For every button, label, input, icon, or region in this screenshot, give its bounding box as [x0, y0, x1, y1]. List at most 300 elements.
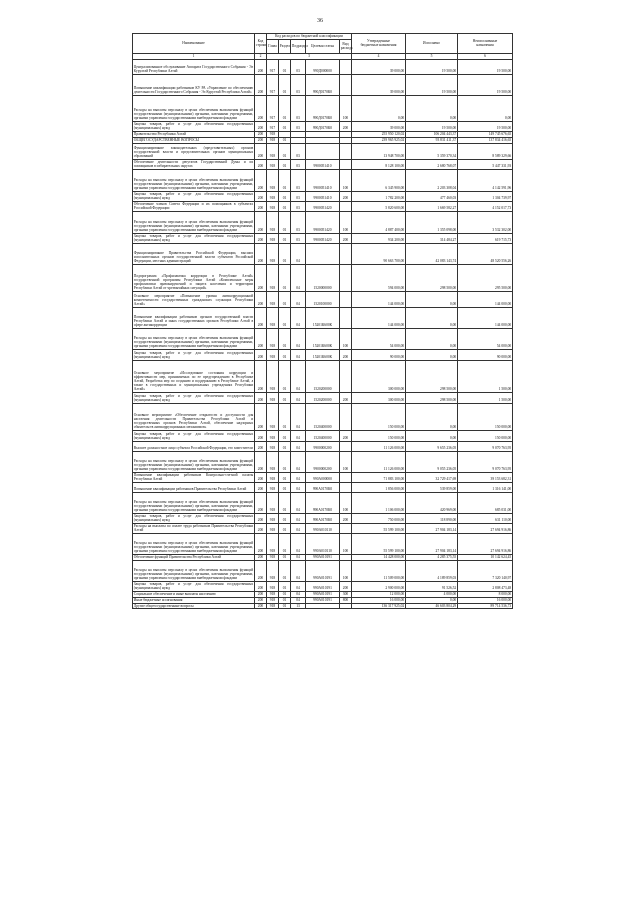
row-unexecuted: 5 447 331,93: [458, 159, 513, 169]
row-code: 200: [255, 451, 267, 472]
row-name: Расходы на выплаты персоналу в целях обеспечения выполнения функций государственными (муниципальными) органами, казенными учреждениями, органами управления государственными внебюджетными фондами: [133, 492, 255, 513]
row-chapter: 918: [267, 591, 279, 597]
row-name: Основное мероприятие «Обеспечение открытости и доступности для населения деятельности Правительства Республики Алтай и государственных органов Республики Алтай, обеспечение надзорных обязательств антикоррупционных механизмов»: [133, 403, 255, 430]
row-approved: 12 000,00: [352, 591, 406, 597]
row-executed: 0,00: [406, 307, 458, 328]
row-executed: 4 000,00: [406, 591, 458, 597]
row-section: 01: [279, 233, 291, 243]
row-unexecuted: 7 320 140,97: [458, 560, 513, 581]
row-expense-type: 200: [340, 392, 352, 403]
row-executed: 9 055 236,05: [406, 451, 458, 472]
row-approved: 150 000,00: [352, 430, 406, 441]
row-executed: 19 500,00: [406, 121, 458, 131]
row-unexecuted: 89 714 536,73: [458, 603, 513, 609]
table-row: [133, 169, 513, 191]
row-section: 01: [279, 430, 291, 441]
row-section: 01: [279, 143, 291, 159]
row-chapter: 918: [267, 191, 279, 201]
table-row: [133, 482, 513, 492]
row-section: 01: [279, 513, 291, 523]
row-subsection: 03: [291, 143, 306, 159]
row-executed: 0,00: [406, 95, 458, 121]
row-unexecuted: 144 000,00: [458, 307, 513, 328]
row-name: Подпрограмма «Профилактика коррупции в Республике Алтай» государственной программы Республики Алтай «Комплексные меры профилактики правонарушений и защита населения и территории Республики Алтай от чрезвычайных ситуаций»: [133, 264, 255, 291]
row-executed: 42 083 143,74: [406, 243, 458, 264]
row-section: 01: [279, 533, 291, 554]
table-row: [133, 533, 513, 554]
colnum-2: 2: [255, 53, 267, 59]
row-chapter: 918: [267, 513, 279, 523]
table-row: [133, 349, 513, 360]
row-target-article: 990Д0170К0: [306, 121, 340, 131]
row-subsection: 03: [291, 159, 306, 169]
row-code: 200: [255, 233, 267, 243]
header-expense-type: Вид расхода: [340, 39, 352, 53]
row-code: 200: [255, 560, 267, 581]
row-executed: 2 203 308,04: [406, 169, 458, 191]
row-name: Высшее должностное лицо субъекта Российской Федерации, его заместители: [133, 441, 255, 451]
row-expense-type: [340, 59, 352, 74]
row-chapter: 918: [267, 264, 279, 291]
row-target-article: 9900051410: [306, 159, 340, 169]
row-name: Социальное обеспечение и иные выплаты населению: [133, 591, 255, 597]
row-unexecuted: 149 745 676,65: [458, 131, 513, 137]
row-section: 01: [279, 441, 291, 451]
row-unexecuted: 1 304 739,97: [458, 191, 513, 201]
row-approved: 1 106 000,00: [352, 492, 406, 513]
row-target-article: 990А010191: [306, 581, 340, 591]
row-executed: 9 655 236,05: [406, 441, 458, 451]
row-chapter: 918: [267, 392, 279, 403]
row-expense-type: 200: [340, 191, 352, 201]
row-approved: 11 126 000,00: [352, 441, 406, 451]
row-subsection: 04: [291, 328, 306, 349]
row-target-article: 9900051420: [306, 211, 340, 233]
row-target-article: 1520000000: [306, 264, 340, 291]
row-target-article: 990Д000000: [306, 59, 340, 74]
row-section: 01: [279, 121, 291, 131]
row-name: Расходы на выплаты персоналу в целях обеспечения выполнения функций государственными (муниципальными) органами, казенными учреждениями, органами управления государственными внебюджетными фондами: [133, 533, 255, 554]
row-unexecuted: 144 000,00: [458, 291, 513, 307]
row-unexecuted: 8 589 329,66: [458, 143, 513, 159]
row-approved: 1 782 200,00: [352, 191, 406, 201]
row-subsection: 04: [291, 472, 306, 482]
row-target-article: 15201К600К: [306, 349, 340, 360]
row-approved: 71 883 100,00: [352, 472, 406, 482]
row-subsection: 03: [291, 169, 306, 191]
row-approved: 144 000,00: [352, 291, 406, 307]
row-expense-type: 100: [340, 211, 352, 233]
row-approved: 90 663 700,00: [352, 243, 406, 264]
colnum-3: 3: [267, 53, 352, 59]
row-approved: 11 509 000,00: [352, 560, 406, 581]
row-target-article: 9900000200: [306, 441, 340, 451]
row-executed: 0,00: [406, 291, 458, 307]
row-name: Закупка товаров, работ и услуг для обеспечения государственных (муниципальных) нужд: [133, 432, 254, 441]
row-subsection: 13: [291, 603, 306, 609]
row-expense-type: 200: [340, 233, 352, 243]
row-expense-type: [340, 143, 352, 159]
row-chapter: 918: [267, 328, 279, 349]
row-approved: 5 820 600,00: [352, 201, 406, 211]
row-approved: 2 900 000,00: [352, 581, 406, 591]
row-executed: 91 526,52: [406, 581, 458, 591]
row-approved: 90 000,00: [352, 349, 406, 360]
row-section: 01: [279, 349, 291, 360]
row-section: 01: [279, 560, 291, 581]
row-name: Закупка товаров, работ и услуг для обеспечения государственных (муниципальных) нужд: [133, 351, 254, 360]
row-target-article: 990А010110: [306, 523, 340, 533]
row-target-article: 990А0170К0: [306, 482, 340, 492]
row-approved: 0,00: [352, 95, 406, 121]
table-row: [133, 441, 513, 451]
header-budget-classification: Код расходов по бюджетной классификации: [267, 34, 352, 40]
table-row: [133, 233, 513, 243]
row-approved: 750 000,00: [352, 513, 406, 523]
row-target-article: 1520400000: [306, 403, 340, 430]
table-row: [133, 121, 513, 131]
colnum-4: 4: [352, 53, 406, 59]
row-name: Расходы на выплаты персоналу в целях обеспечения выполнения функций государственными (муниципальными) органами, казенными учреждениями, органами управления государственными внебюджетными фондами: [133, 328, 255, 349]
row-subsection: 04: [291, 451, 306, 472]
row-expense-type: 800: [340, 597, 352, 603]
row-name: Обеспечение членов Совета Федерации и их помощников в субъектах Российской Федерации: [133, 202, 254, 211]
row-section: 01: [279, 591, 291, 597]
row-executed: 5 359 370,34: [406, 143, 458, 159]
row-unexecuted: 1 500,00: [458, 360, 513, 392]
row-chapter: 918: [267, 131, 279, 137]
row-expense-type: [340, 472, 352, 482]
row-code: 200: [255, 328, 267, 349]
row-name: Расходы на выплаты персоналу в целях обеспечения выполнения функций государственными (муниципальными) органами, казенными учреждениями, органами управления государственными внебюджетными фондами: [133, 95, 255, 121]
row-executed: 0,00: [406, 349, 458, 360]
row-subsection: 04: [291, 307, 306, 328]
row-expense-type: 300: [340, 591, 352, 597]
row-target-article: 990А010191: [306, 560, 340, 581]
row-code: 200: [255, 360, 267, 392]
row-unexecuted: 619 715,73: [458, 233, 513, 243]
row-expense-type: 200: [340, 513, 352, 523]
row-chapter: 918: [267, 211, 279, 233]
row-subsection: 03: [291, 233, 306, 243]
header-subsection: Подраздел: [291, 39, 306, 53]
row-section: 01: [279, 472, 291, 482]
row-subsection: 04: [291, 523, 306, 533]
row-expense-type: 100: [340, 560, 352, 581]
row-name: Функционирование законодательных (представительных) органов государственной власти и представительных органов муниципальных образований: [133, 143, 255, 159]
row-target-article: 1520100000: [306, 291, 340, 307]
row-code: 200: [255, 74, 267, 95]
table-row: [133, 159, 513, 169]
row-unexecuted: 631 110,00: [458, 513, 513, 523]
table-row: [133, 430, 513, 441]
row-section: 01: [279, 201, 291, 211]
row-unexecuted: 685 031,00: [458, 492, 513, 513]
row-name: Расходы на выплаты персоналу в целях обеспечения выполнения функций государственными (муниципальными) органами, казенными учреждениями, органами управления государственными внебюджетными фондами: [133, 560, 255, 581]
row-name: Основное мероприятие «Повышение уровня антикоррупционной компетентности государственных гражданских служащих Республики Алтай»: [133, 291, 255, 307]
header-code: Код строки: [255, 34, 267, 54]
row-code: 200: [255, 492, 267, 513]
table-body: [133, 59, 513, 609]
colnum-5: 5: [406, 53, 458, 59]
row-approved: 594 000,00: [352, 264, 406, 291]
row-name: Повышение квалификации работников КУ РА «Управление по обеспечению деятельности Государственного Собрания - Эл Курултай Республики Алтай»: [133, 74, 255, 95]
row-unexecuted: 9 070 763,95: [458, 441, 513, 451]
row-chapter: 918: [267, 533, 279, 554]
row-chapter: 918: [267, 291, 279, 307]
row-name: Централизованное обслуживание Аппарата Государственного Собрания - Эл Курултай Республики Алтай: [133, 59, 255, 74]
row-name: Закупка товаров, работ и услуг для обеспечения государственных (муниципальных) нужд: [133, 234, 254, 243]
table-row: [133, 392, 513, 403]
row-subsection: 04: [291, 430, 306, 441]
row-chapter: 918: [267, 492, 279, 513]
row-expense-type: 100: [340, 533, 352, 554]
row-unexecuted: 8 000,00: [458, 591, 513, 597]
row-executed: 0,00: [406, 328, 458, 349]
row-unexecuted: 9 070 763,95: [458, 451, 513, 472]
row-name: Закупка товаров, работ и услуг для обеспечения государственных (муниципальных) нужд: [133, 394, 254, 403]
row-chapter: 918: [267, 307, 279, 328]
row-target-article: 15201К600К: [306, 328, 340, 349]
row-code: 200: [255, 307, 267, 328]
colnum-6: 6: [458, 53, 513, 59]
row-section: 01: [279, 59, 291, 74]
row-code: 200: [255, 243, 267, 264]
row-chapter: 918: [267, 597, 279, 603]
row-code: 200: [255, 581, 267, 591]
row-approved: 55 599 100,00: [352, 533, 406, 554]
row-section: 01: [279, 159, 291, 169]
row-code: 200: [255, 482, 267, 492]
row-chapter: 918: [267, 349, 279, 360]
row-code: 200: [255, 472, 267, 482]
row-executed: 19 500,00: [406, 74, 458, 95]
row-chapter: 918: [267, 554, 279, 560]
row-executed: 4 285 375,55: [406, 554, 458, 560]
row-section: 01: [279, 360, 291, 392]
table-row: [133, 560, 513, 581]
row-section: 01: [279, 523, 291, 533]
table-row: [133, 191, 513, 201]
row-executed: 314 484,27: [406, 233, 458, 243]
row-unexecuted: 150 000,00: [458, 403, 513, 430]
row-approved: 55 599 100,00: [352, 523, 406, 533]
row-expense-type: [340, 482, 352, 492]
row-approved: 16 000,00: [352, 597, 406, 603]
row-executed: 298 500,00: [406, 264, 458, 291]
row-approved: 1 856 000,00: [352, 482, 406, 492]
row-target-article: 990А010191: [306, 597, 340, 603]
row-approved: 144 000,00: [352, 307, 406, 328]
row-unexecuted: 10 142 624,45: [458, 554, 513, 560]
table-row: [133, 95, 513, 121]
row-subsection: 04: [291, 597, 306, 603]
row-subsection: 04: [291, 560, 306, 581]
header-name: Наименование: [133, 34, 255, 54]
row-target-article: 990Д0170К0: [306, 74, 340, 95]
colnum-1: 1: [133, 53, 255, 59]
row-expense-type: [340, 603, 352, 609]
table-row: [133, 581, 513, 591]
row-unexecuted: 16 000,00: [458, 597, 513, 603]
row-executed: 539 859,00: [406, 482, 458, 492]
row-code: 200: [255, 201, 267, 211]
row-approved: 4 887 400,00: [352, 211, 406, 233]
row-name: Функционирование Правительства Российской Федерации, высших исполнительных органов государственной власти субъектов Российской Федерации, местных администраций: [133, 243, 255, 264]
row-chapter: 918: [267, 441, 279, 451]
row-expense-type: [340, 403, 352, 430]
row-section: 01: [279, 74, 291, 95]
row-target-article: 1520400000: [306, 430, 340, 441]
row-unexecuted: 150 000,00: [458, 430, 513, 441]
row-executed: 19 500,00: [406, 59, 458, 74]
row-approved: 39 000,00: [352, 121, 406, 131]
row-code: 200: [255, 597, 267, 603]
row-target-article: [306, 143, 340, 159]
page-number: 36: [317, 18, 323, 24]
row-name: Закупка товаров, работ и услуг для обеспечения государственных (муниципальных) нужд: [133, 192, 254, 201]
row-name: Основное мероприятие «Исследование состояния коррупции и эффективности мер, принимаемых по ее предупреждению в Республике Алтай, Разработка мер по созданию и поддержанию в Республике Алтай, а также в государственных и муниципальных учреждениях Республики Алтай»: [133, 360, 255, 392]
row-chapter: 918: [267, 523, 279, 533]
row-target-article: 990А0170К0: [306, 492, 340, 513]
row-approved: 136 317 925,02: [352, 603, 406, 609]
row-approved: 239 965 925,02: [352, 137, 406, 143]
row-approved: 150 000,00: [352, 403, 406, 430]
header-target-article: Целевая статья: [306, 39, 340, 53]
row-executed: 1 669 582,27: [406, 201, 458, 211]
row-expense-type: [340, 201, 352, 211]
row-subsection: 03: [291, 191, 306, 201]
row-approved: 300 000,00: [352, 360, 406, 392]
row-unexecuted: 27 694 916,86: [458, 523, 513, 533]
row-section: 01: [279, 95, 291, 121]
row-target-article: 9900051410: [306, 169, 340, 191]
row-subsection: 04: [291, 581, 306, 591]
row-subsection: 03: [291, 211, 306, 233]
table-row: [133, 492, 513, 513]
row-expense-type: [340, 441, 352, 451]
row-chapter: 918: [267, 137, 279, 143]
table-row: [133, 403, 513, 430]
row-name: Повышение квалификации работников Контрольно-счетной палаты Республики Алтай: [133, 473, 254, 482]
row-expense-type: 200: [340, 121, 352, 131]
row-name: Обеспечение функций Правительства Республики Алтай: [133, 554, 255, 560]
row-code: 200: [255, 169, 267, 191]
header-approved: Утвержденные бюджетные назначения: [352, 34, 406, 54]
row-chapter: 918: [267, 430, 279, 441]
row-unexecuted: 54 000,00: [458, 328, 513, 349]
row-subsection: 04: [291, 264, 306, 291]
row-chapter: 917: [267, 95, 279, 121]
row-unexecuted: 19 500,00: [458, 59, 513, 74]
row-section: 01: [279, 191, 291, 201]
row-unexecuted: 0,00: [458, 95, 513, 121]
row-section: 01: [279, 169, 291, 191]
row-section: 01: [279, 211, 291, 233]
row-unexecuted: 1 500,00: [458, 392, 513, 403]
row-expense-type: [340, 264, 352, 291]
row-name: Расходы на выплаты персоналу в целях обеспечения выполнения функций государственными (муниципальными) органами, казенными учреждениями, органами управления государственными внебюджетными фондами: [133, 169, 255, 191]
row-chapter: 918: [267, 143, 279, 159]
row-expense-type: [340, 74, 352, 95]
row-name: Расходы на выплаты персоналу в целях обеспечения выполнения функций государственными (муниципальными) органами, казенными учреждениями, органами управления государственными внебюджетными фондами: [133, 451, 255, 472]
row-executed: 477 460,03: [406, 191, 458, 201]
row-approved: 54 000,00: [352, 328, 406, 349]
row-section: 01: [279, 264, 291, 291]
row-code: 200: [255, 430, 267, 441]
row-name: Повышение квалификации работников Правительства Республики Алтай: [133, 482, 255, 492]
row-section: 01: [279, 451, 291, 472]
row-unexecuted: 4 152 017,73: [458, 201, 513, 211]
row-name: Закупка товаров, работ и услуг для обеспечения государственных (муниципальных) нужд: [133, 582, 254, 591]
row-section: 01: [279, 482, 291, 492]
row-code: 200: [255, 591, 267, 597]
row-unexecuted: 27 694 916,86: [458, 533, 513, 554]
row-chapter: 918: [267, 560, 279, 581]
row-code: 200: [255, 95, 267, 121]
row-target-article: [306, 243, 340, 264]
row-executed: 4 189 859,03: [406, 560, 458, 581]
row-code: 200: [255, 143, 267, 159]
row-target-article: 9900051420: [306, 233, 340, 243]
row-name: Закупка товаров, работ и услуг для обеспечения государственных (муниципальных) нужд: [133, 514, 254, 523]
row-unexecuted: 19 500,00: [458, 74, 513, 95]
row-unexecuted: 3 532 302,00: [458, 211, 513, 233]
row-section: 01: [279, 597, 291, 603]
row-subsection: 04: [291, 441, 306, 451]
row-code: 200: [255, 441, 267, 451]
row-subsection: 04: [291, 360, 306, 392]
row-executed: 298 500,00: [406, 392, 458, 403]
table-row: [133, 328, 513, 349]
table-row: [133, 291, 513, 307]
row-subsection: 03: [291, 74, 306, 95]
header-unexecuted: Неисполненные назначения: [458, 34, 513, 54]
row-subsection: 04: [291, 392, 306, 403]
row-code: 200: [255, 403, 267, 430]
row-target-article: 1520200000: [306, 360, 340, 392]
table-row: [133, 360, 513, 392]
row-subsection: 04: [291, 513, 306, 523]
table-row: [133, 513, 513, 523]
row-target-article: 990А0170К0: [306, 513, 340, 523]
header-section: Раздел: [279, 39, 291, 53]
row-unexecuted: 137 834 416,65: [458, 137, 513, 143]
row-chapter: 918: [267, 451, 279, 472]
row-target-article: 1520200000: [306, 392, 340, 403]
row-target-article: 990А010110: [306, 533, 340, 554]
row-executed: 2 680 768,07: [406, 159, 458, 169]
row-chapter: 918: [267, 472, 279, 482]
row-executed: 106 204 443,37: [406, 131, 458, 137]
header-executed: Исполнено: [406, 34, 458, 54]
row-executed: 1 355 098,00: [406, 211, 458, 233]
row-expense-type: 100: [340, 492, 352, 513]
row-section: 01: [279, 328, 291, 349]
row-code: 200: [255, 121, 267, 131]
row-code: 200: [255, 131, 267, 137]
row-subsection: 04: [291, 554, 306, 560]
row-subsection: 03: [291, 95, 306, 121]
row-chapter: 918: [267, 603, 279, 609]
row-code: 200: [255, 159, 267, 169]
row-expense-type: [340, 360, 352, 392]
row-expense-type: [340, 291, 352, 307]
row-subsection: 04: [291, 591, 306, 597]
row-subsection: 04: [291, 492, 306, 513]
row-chapter: 918: [267, 159, 279, 169]
table-row: [133, 143, 513, 159]
